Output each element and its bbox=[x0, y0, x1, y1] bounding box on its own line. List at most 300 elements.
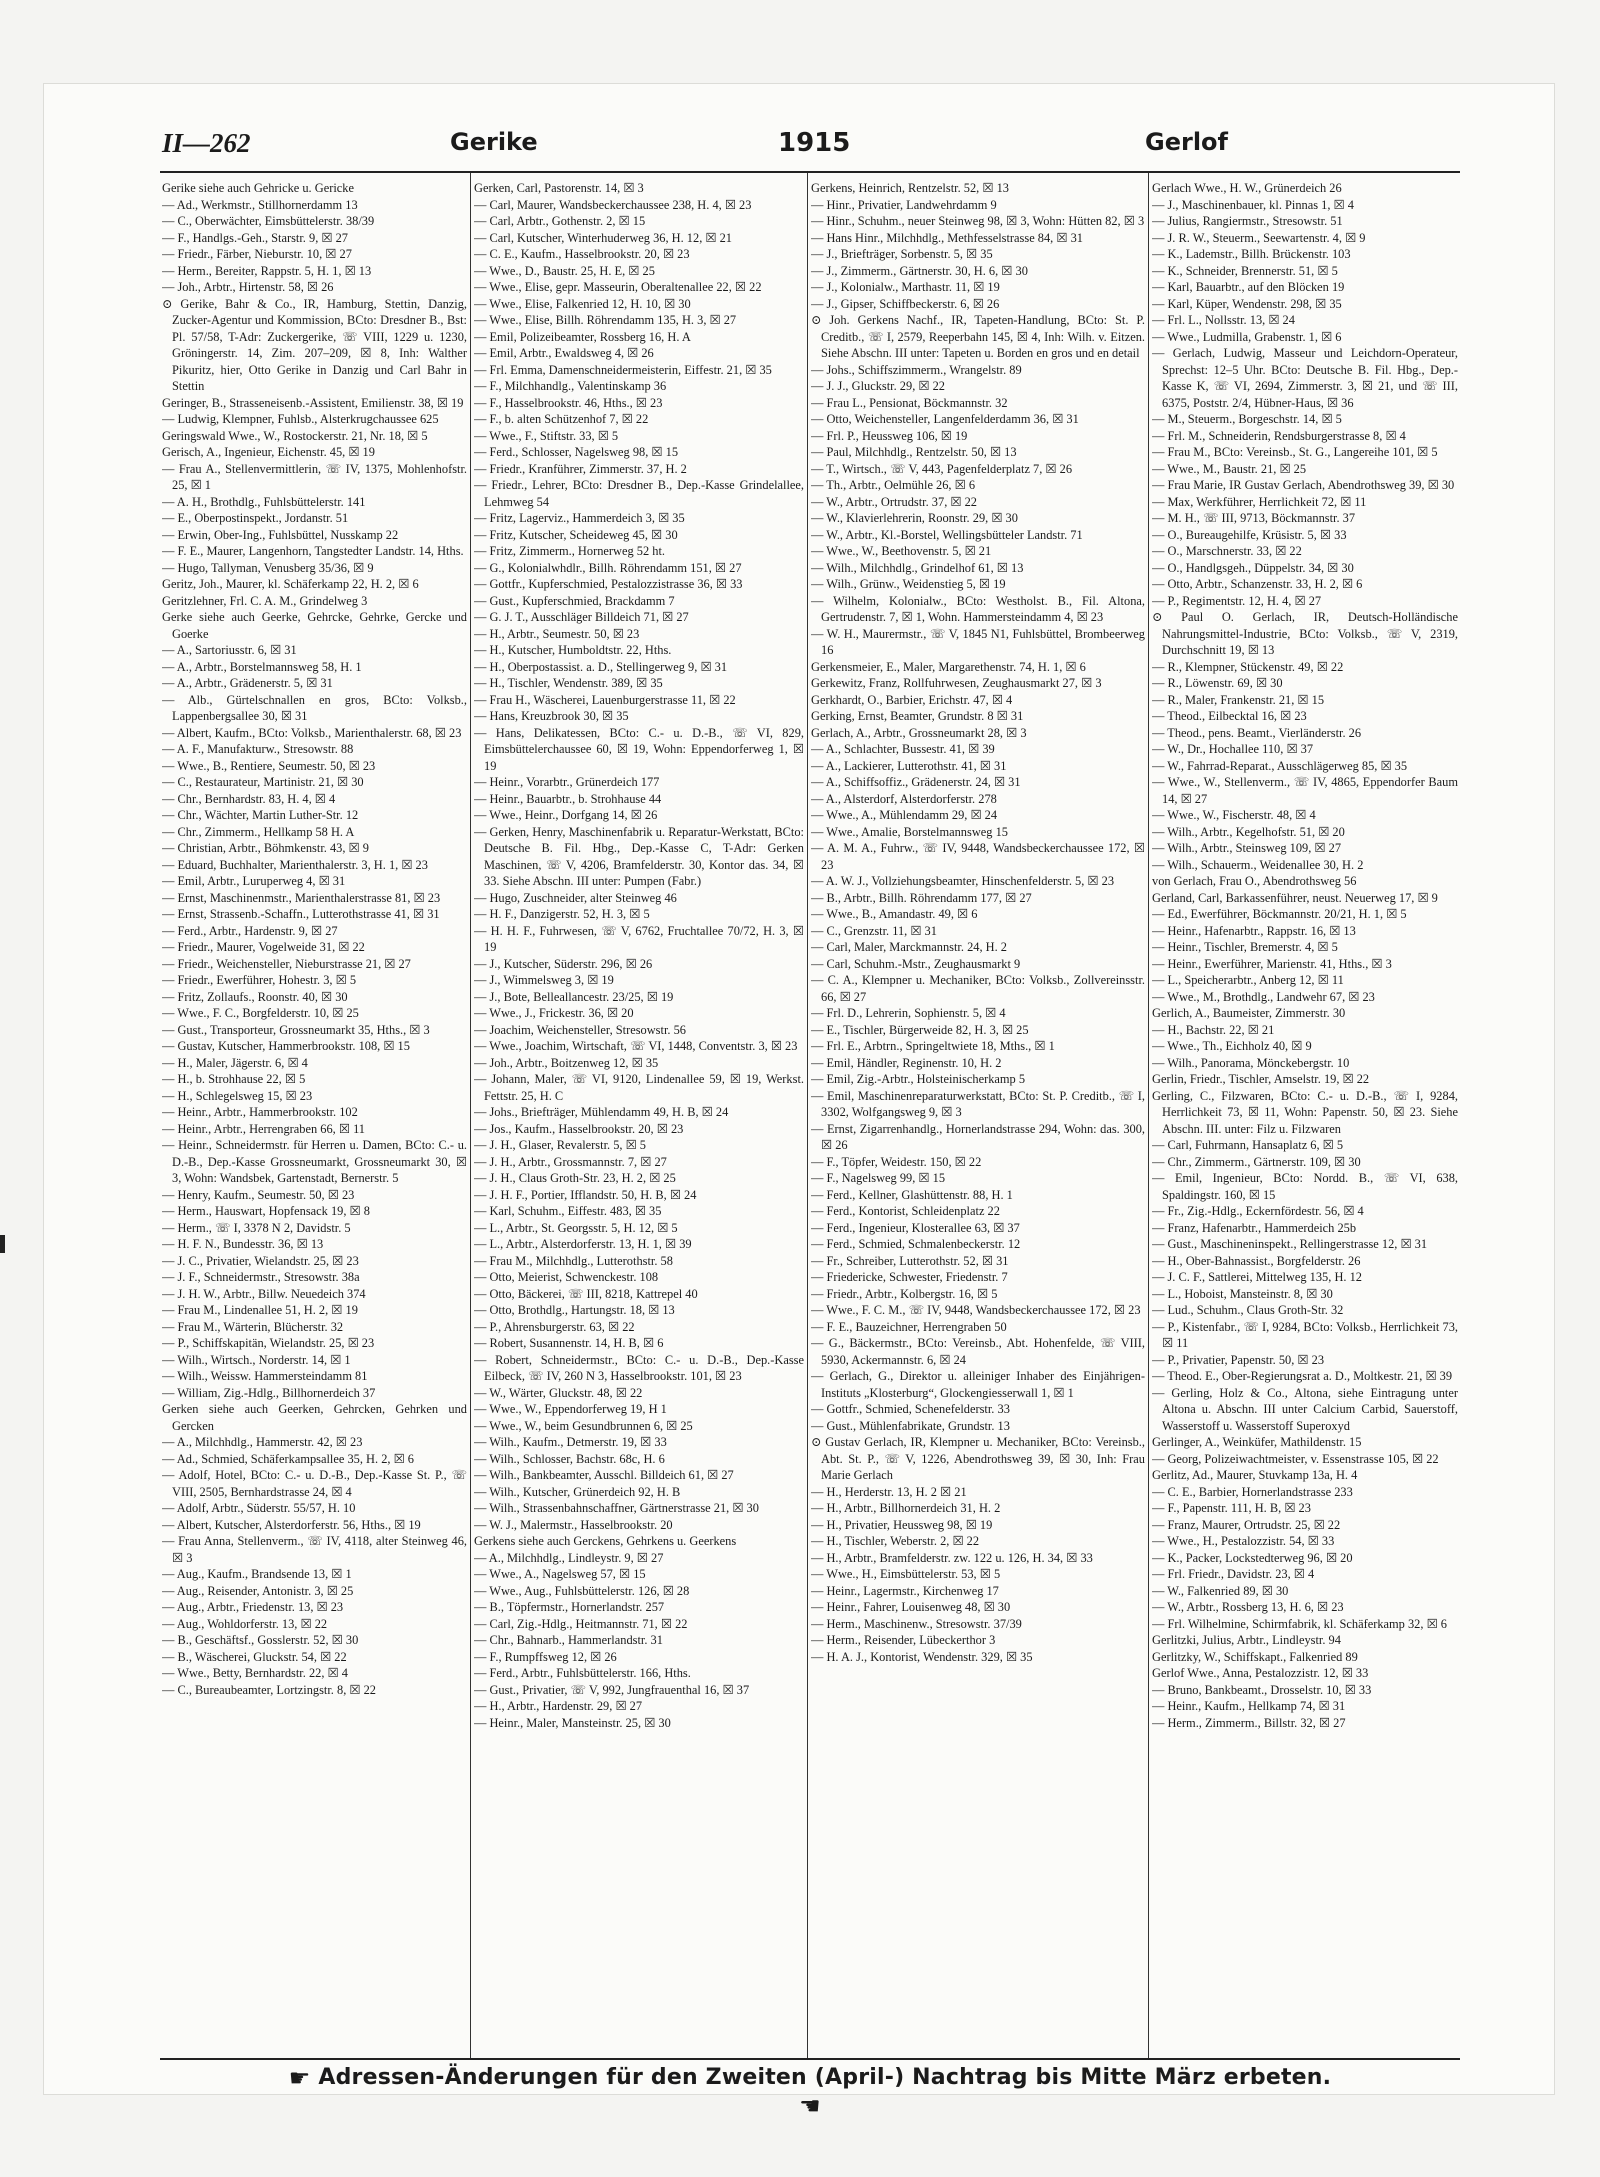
directory-entry: — Hinr., Schuhm., neuer Steinweg 98, ☒ 3, Wohn: Hütten 82, ☒ 3 bbox=[811, 214, 1145, 228]
directory-entry: — Herm., Reisender, Lübeckerthor 3 bbox=[811, 1633, 996, 1647]
directory-entry: — Theod. E., Ober-Regierungsrat a. D., Moltkestr. 21, ☒ 39 bbox=[1152, 1369, 1453, 1383]
directory-entry: — Wwe., M., Baustr. 21, ☒ 25 bbox=[1152, 461, 1307, 476]
directory-entry: — Gust., Transporteur, Grossneumarkt 35, Hths., ☒ 3 bbox=[162, 1022, 430, 1037]
directory-entry: — Heinr., Vorarbtr., Grünerdeich 177 bbox=[474, 775, 660, 789]
directory-entry: — Frau M., BCto: Vereinsb., St. G., Langereihe 101, ☒ 5 bbox=[1152, 445, 1438, 459]
directory-entry: — O., Marschnerstr. 33, ☒ 22 bbox=[1152, 544, 1302, 558]
directory-entry: — Ad., Schmied, Schäferkampsallee 35, H. 2, ☒ 6 bbox=[162, 1451, 414, 1466]
directory-entry: — A., Milchhdlg., Hammerstr. 42, ☒ 23 bbox=[162, 1435, 363, 1449]
directory-entry: — Frl. M., Schneiderin, Rendsburgerstrasse 8, ☒ 4 bbox=[1152, 428, 1406, 443]
directory-entry: — Wwe., F. C., Borgfelderstr. 10, ☒ 25 bbox=[162, 1006, 359, 1020]
directory-entry: — Herm., Hauswart, Hopfensack 19, ☒ 8 bbox=[162, 1204, 370, 1218]
directory-entry: — Heinr., Tischler, Bremerstr. 4, ☒ 5 bbox=[1152, 940, 1338, 954]
column-divider bbox=[807, 173, 808, 2058]
directory-column-2 bbox=[474, 180, 804, 2050]
directory-entry: — B., Arbtr., Billh. Röhrendamm 177, ☒ 27 bbox=[811, 890, 1032, 905]
directory-entry: — Ernst, Strassenb.-Schaffn., Lutterothstrasse 41, ☒ 31 bbox=[162, 907, 440, 921]
directory-entry: — A. M. A., Fuhrw., ☏ IV, 9448, Wandsbeckerchaussee 172, ☒ 23 bbox=[811, 841, 1145, 872]
directory-entry: — Chr., Zimmerm., Gärtnerstr. 109, ☒ 30 bbox=[1152, 1154, 1361, 1169]
directory-entry: — B., Töpfermstr., Hornerlandstr. 257 bbox=[474, 1600, 665, 1614]
directory-entry: — F., Hasselbrookstr. 46, Hths., ☒ 23 bbox=[474, 395, 663, 410]
directory-entry: Gerken siehe auch Geerken, Gehrcken, Gehrken und Gercken bbox=[162, 1402, 467, 1433]
directory-entry: — Hinr., Privatier, Landwehrdamm 9 bbox=[811, 197, 997, 212]
directory-entry: von Gerlach, Frau O., Abendrothsweg 56 bbox=[1152, 874, 1357, 888]
directory-entry: — Fr., Zig.-Hdlg., Eckernfördestr. 56, ☒ 4 bbox=[1152, 1204, 1364, 1218]
directory-entry: — J., Gipser, Schiffbeckerstr. 6, ☒ 26 bbox=[811, 296, 1000, 311]
directory-entry: — Emil, Ingenieur, BCto: Nordd. B., ☏ VI, 638, Spaldingstr. 160, ☒ 15 bbox=[1152, 1171, 1458, 1202]
directory-entry: — W., Klavierlehrerin, Roonstr. 29, ☒ 30 bbox=[811, 511, 1018, 525]
directory-entry: — Otto, Brothdlg., Hartungstr. 18, ☒ 13 bbox=[474, 1303, 675, 1317]
directory-entry: — J. C. F., Sattlerei, Mittelweg 135, H. 12 bbox=[1152, 1270, 1362, 1284]
directory-entry: — Erwin, Ober-Ing., Fuhlsbüttel, Nusskamp 22 bbox=[162, 527, 399, 542]
year-label: 1915 bbox=[778, 128, 851, 158]
directory-entry: — E., Tischler, Bürgerweide 82, H. 3, ☒ 25 bbox=[811, 1022, 1029, 1037]
directory-entry: — Heinr., Kaufm., Hellkamp 74, ☒ 31 bbox=[1152, 1699, 1346, 1713]
directory-entry: — A., Sartoriusstr. 6, ☒ 31 bbox=[162, 643, 297, 657]
directory-entry: — J. H., Claus Groth-Str. 23, H. 2, ☒ 25 bbox=[474, 1171, 676, 1185]
directory-entry: — J., Kolonialw., Marthastr. 11, ☒ 19 bbox=[811, 280, 1000, 294]
directory-entry: — Aug., Reisender, Antonistr. 3, ☒ 25 bbox=[162, 1583, 354, 1598]
directory-entry: Gerking, Ernst, Beamter, Grundstr. 8 ☒ 31 bbox=[811, 709, 1024, 723]
directory-entry: — Carl, Arbtr., Gothenstr. 2, ☒ 15 bbox=[474, 214, 646, 228]
directory-entry: — Carl, Kutscher, Winterhuderweg 36, H. 12, ☒ 21 bbox=[474, 230, 732, 245]
directory-entry: — Friedr., Weichensteller, Nieburstrasse 21, ☒ 27 bbox=[162, 956, 411, 971]
directory-entry: — F., Milchhandlg., Valentinskamp 36 bbox=[474, 379, 667, 393]
directory-entry: — Carl, Maler, Marckmannstr. 24, H. 2 bbox=[811, 940, 1007, 954]
directory-entry: — G., Bäckermstr., BCto: Vereinsb., Abt. Hohenfelde, ☏ VIII, 5930, Ackermannstr. 6, ☒ 24 bbox=[811, 1336, 1145, 1367]
directory-entry: — Frl. Emma, Damenschneidermeisterin, Eiffestr. 21, ☒ 35 bbox=[474, 362, 772, 377]
directory-entry: — Heinr., Hafenarbtr., Rappstr. 16, ☒ 13 bbox=[1152, 923, 1356, 938]
directory-entry: — Heinr., Lagermstr., Kirchenweg 17 bbox=[811, 1583, 999, 1598]
directory-entry: — Wwe., Elise, Falkenried 12, H. 10, ☒ 30 bbox=[474, 296, 691, 311]
directory-entry: — Heinr., Bauarbtr., b. Strohhause 44 bbox=[474, 791, 662, 806]
directory-entry: — William, Zig.-Hdlg., Billhornerdeich 37 bbox=[162, 1385, 376, 1400]
directory-entry: — Hans Hinr., Milchhdlg., Methfesselstrasse 84, ☒ 31 bbox=[811, 230, 1083, 245]
directory-entry: — W., Dr., Hochallee 110, ☒ 37 bbox=[1152, 742, 1314, 756]
directory-entry: Geritz, Joh., Maurer, kl. Schäferkamp 22, H. 2, ☒ 6 bbox=[162, 577, 419, 591]
directory-entry: — Aug., Arbtr., Friedenstr. 13, ☒ 23 bbox=[162, 1600, 344, 1614]
directory-entry: — Herm., Bereiter, Rappstr. 5, H. 1, ☒ 13 bbox=[162, 263, 372, 278]
directory-entry: — H., Tischler, Weberstr. 2, ☒ 22 bbox=[811, 1534, 980, 1548]
directory-entry: — Albert, Kaufm., BCto: Volksb., Marienthalerstr. 68, ☒ 23 bbox=[162, 725, 462, 740]
directory-entry: — Lud., Schuhm., Claus Groth-Str. 32 bbox=[1152, 1303, 1344, 1317]
directory-entry: — Wilh., Arbtr., Kegelhofstr. 51, ☒ 20 bbox=[1152, 824, 1345, 839]
directory-entry: Gerlitzky, W., Schiffskapt., Falkenried 89 bbox=[1152, 1649, 1358, 1664]
directory-entry: Gerlinger, A., Weinküfer, Mathildenstr. 15 bbox=[1152, 1435, 1362, 1449]
directory-entry: — W., Falkenried 89, ☒ 30 bbox=[1152, 1583, 1289, 1598]
directory-entry: — Hugo, Tallyman, Venusberg 35/36, ☒ 9 bbox=[162, 560, 374, 575]
pointing-hand-left-icon: ☚ bbox=[799, 2092, 821, 2120]
directory-entry: — Gottfr., Kupferschmied, Pestalozzistrasse 36, ☒ 33 bbox=[474, 577, 743, 591]
directory-entry: — K., Schneider, Brennerstr. 51, ☒ 5 bbox=[1152, 263, 1338, 278]
directory-entry: — H., Arbtr., Seumestr. 50, ☒ 23 bbox=[474, 626, 640, 641]
directory-entry: — Frl. L., Nollsstr. 13, ☒ 24 bbox=[1152, 313, 1295, 327]
directory-entry: — H., Kutscher, Humboldtstr. 22, Hths. bbox=[474, 643, 672, 657]
directory-entry: — J. H., Arbtr., Grossmannstr. 7, ☒ 27 bbox=[474, 1154, 667, 1169]
directory-entry: Gerlich, A., Baumeister, Zimmerstr. 30 bbox=[1152, 1006, 1346, 1020]
directory-entry: — H. F., Danzigerstr. 52, H. 3, ☒ 5 bbox=[474, 907, 650, 921]
directory-entry: Gerkens siehe auch Gerckens, Gehrkens u. Geerkens bbox=[474, 1534, 737, 1548]
directory-entry: — Frl. Wilhelmine, Schirmfabrik, kl. Schäferkamp 32, ☒ 6 bbox=[1152, 1616, 1447, 1631]
directory-entry: — J. H. W., Arbtr., Billw. Neuedeich 374 bbox=[162, 1286, 366, 1301]
directory-entry: — Hans, Kreuzbrook 30, ☒ 35 bbox=[474, 709, 629, 723]
directory-entry: — Herm., ☏ I, 3378 N 2, Davidstr. 5 bbox=[162, 1220, 351, 1235]
directory-entry: — Frau M., Wärterin, Blücherstr. 32 bbox=[162, 1319, 344, 1334]
directory-entry: — A., Milchhdlg., Lindleystr. 9, ☒ 27 bbox=[474, 1550, 664, 1565]
directory-entry: — Frau Marie, IR Gustav Gerlach, Abendrothsweg 39, ☒ 30 bbox=[1152, 478, 1455, 492]
directory-entry: — Fritz, Lagerviz., Hammerdeich 3, ☒ 35 bbox=[474, 511, 685, 525]
directory-entry: — H., b. Strohhause 22, ☒ 5 bbox=[162, 1072, 306, 1086]
header-rule bbox=[160, 171, 1460, 173]
directory-entry: — Gust., Maschineninspekt., Rellingerstrasse 12, ☒ 31 bbox=[1152, 1237, 1428, 1251]
directory-entry: — T., Wirtsch., ☏ V, 443, Pagenfelderplatz 7, ☒ 26 bbox=[811, 461, 1073, 476]
directory-entry: — A., Alsterdorf, Alsterdorferstr. 278 bbox=[811, 791, 997, 806]
directory-entry: — B., Wäscherei, Gluckstr. 54, ☒ 22 bbox=[162, 1649, 347, 1664]
directory-entry: — H., Herderstr. 13, H. 2 ☒ 21 bbox=[811, 1484, 967, 1499]
directory-entry: — Wilhelm, Kolonialw., BCto: Westholst. B., Fil. Altona, Gertrudenstr. 7, ☒ 1, Wohn. Hammersteindamm 4, ☒ 23 bbox=[811, 593, 1145, 624]
directory-entry: — Wwe., H., Pestalozzistr. 54, ☒ 33 bbox=[1152, 1534, 1335, 1548]
directory-entry: — Jos., Kaufm., Hasselbrookstr. 20, ☒ 23 bbox=[474, 1121, 684, 1136]
directory-entry: — H., Ober-Bahnassist., Borgfelderstr. 26 bbox=[1152, 1253, 1361, 1268]
directory-entry: — Ferd., Schlosser, Nagelsweg 98, ☒ 15 bbox=[474, 445, 679, 459]
directory-entry: — Herm., Zimmerm., Billstr. 32, ☒ 27 bbox=[1152, 1715, 1346, 1730]
directory-entry: — F. E., Bauzeichner, Herrengraben 50 bbox=[811, 1319, 1007, 1334]
directory-entry: — H., Bachstr. 22, ☒ 21 bbox=[1152, 1022, 1275, 1037]
directory-entry: — Fritz, Kutscher, Scheideweg 45, ☒ 30 bbox=[474, 527, 678, 542]
page-number: II—262 bbox=[162, 128, 251, 158]
directory-entry: — Ferd., Kontorist, Schleidenplatz 22 bbox=[811, 1204, 1000, 1218]
directory-entry: — C., Restaurateur, Martinistr. 21, ☒ 30 bbox=[162, 775, 364, 789]
directory-entry: — Emil, Arbtr., Ewaldsweg 4, ☒ 26 bbox=[474, 346, 654, 360]
directory-entry: Gerling, C., Filzwaren, BCto: C.- u. D.-B., ☏ I, 9284, Herrlichkeit 73, ☒ 11, Wohn: Papenstr. 50, ☒ 23. Siehe Abschn. III. unter: Filz u. Filzwaren bbox=[1152, 1088, 1458, 1136]
directory-entry: — Fritz, Zimmerm., Hornerweg 52 ht. bbox=[474, 544, 665, 558]
directory-entry: — Otto, Bäckerei, ☏ III, 8218, Kattrepel 40 bbox=[474, 1286, 698, 1301]
directory-entry: — A., Lackierer, Lutterothstr. 41, ☒ 31 bbox=[811, 758, 1007, 773]
directory-entry: — Ferd., Kellner, Glashüttenstr. 88, H. 1 bbox=[811, 1187, 1013, 1202]
directory-entry: — Wwe., Elise, Billh. Röhrendamm 135, H. 3, ☒ 27 bbox=[474, 313, 737, 327]
directory-entry: — Henry, Kaufm., Seumestr. 50, ☒ 23 bbox=[162, 1187, 355, 1202]
directory-entry: — Friedr., Kranführer, Zimmerstr. 37, H. 2 bbox=[474, 461, 687, 476]
directory-entry: — F., Töpfer, Weidestr. 150, ☒ 22 bbox=[811, 1154, 982, 1169]
directory-entry: — Wwe., J., Frickestr. 36, ☒ 20 bbox=[474, 1006, 634, 1020]
directory-entry: ⊙ Paul O. Gerlach, IR, Deutsch-Holländische Nahrungsmittel-Industrie, BCto: Volksb., ☏ V, 2319, Durchschnitt 19, ☒ 13 bbox=[1152, 610, 1458, 657]
directory-entry: — G. J. T., Ausschläger Billdeich 71, ☒ 27 bbox=[474, 610, 689, 624]
directory-entry: — Gerling, Holz & Co., Altona, siehe Eintragung unter Altona u. Abschn. III unter Calcium Carbid, Sauerstoff, Wasserstoff u. Wasserstoff Superoxyd bbox=[1152, 1385, 1458, 1433]
directory-entry: — Ernst, Maschinenmstr., Marienthalerstrasse 81, ☒ 23 bbox=[162, 890, 441, 905]
directory-entry: Gerkens, Heinrich, Rentzelstr. 52, ☒ 13 bbox=[811, 181, 1009, 195]
directory-entry: — Carl, Schuhm.-Mstr., Zeughausmarkt 9 bbox=[811, 956, 1021, 971]
directory-entry: — Chr., Bernhardstr. 83, H. 4, ☒ 4 bbox=[162, 791, 336, 806]
directory-entry: — Emil, Arbtr., Luruperweg 4, ☒ 31 bbox=[162, 874, 346, 888]
directory-entry: — C., Bureaubeamter, Lortzingstr. 8, ☒ 22 bbox=[162, 1682, 376, 1697]
directory-entry: — Frau M., Lindenallee 51, H. 2, ☒ 19 bbox=[162, 1303, 358, 1317]
directory-entry: — Wilh., Weissw. Hammersteindamm 81 bbox=[162, 1369, 368, 1383]
directory-entry: — G., Kolonialwhdlr., Billh. Röhrendamm 151, ☒ 27 bbox=[474, 560, 742, 575]
directory-entry: — Gerlach, Ludwig, Masseur und Leichdorn-Operateur, Sprechst: 12–5 Uhr. BCto: Deutsche B. Fil. Hbg., Dep.-Kasse K, ☏ VI, 2694, Zimmerstr. 3, ☒ 21, und ☏ III, 6375, Poststr. 2/4, Hübner-Haus, ☒ 36 bbox=[1152, 346, 1458, 410]
directory-entry: Gerken, Carl, Pastorenstr. 14, ☒ 3 bbox=[474, 181, 644, 195]
directory-entry: — Julius, Rangiermstr., Stresowstr. 51 bbox=[1152, 214, 1343, 228]
directory-entry: — H. F. N., Bundesstr. 36, ☒ 13 bbox=[162, 1237, 324, 1251]
directory-entry: — Wwe., Ludmilla, Grabenstr. 1, ☒ 6 bbox=[1152, 329, 1342, 344]
directory-entry: — Wwe., Betty, Bernhardstr. 22, ☒ 4 bbox=[162, 1666, 348, 1680]
directory-entry: — Friedr., Lehrer, BCto: Dresdner B., Dep.-Kasse Grindelallee, Lehmweg 54 bbox=[474, 478, 804, 509]
directory-entry: — Wilh., Kutscher, Grünerdeich 92, H. B bbox=[474, 1484, 681, 1499]
directory-entry: — Wilh., Kaufm., Detmerstr. 19, ☒ 33 bbox=[474, 1435, 667, 1449]
directory-entry: — Ferd., Ingenieur, Klosterallee 63, ☒ 37 bbox=[811, 1220, 1020, 1235]
directory-entry: — Wilh., Grünw., Weidenstieg 5, ☒ 19 bbox=[811, 577, 1006, 591]
directory-entry: — Christian, Arbtr., Böhmkenstr. 43, ☒ 9 bbox=[162, 841, 369, 855]
directory-entry: — Ferd., Arbtr., Fuhlsbüttelerstr. 166, Hths. bbox=[474, 1666, 691, 1680]
directory-entry: — Wwe., Amalie, Borstelmannsweg 15 bbox=[811, 824, 1008, 839]
directory-entry: — J., Wimmelsweg 3, ☒ 19 bbox=[474, 973, 614, 987]
directory-entry: Gerkensmeier, E., Maler, Margarethenstr. 74, H. 1, ☒ 6 bbox=[811, 659, 1086, 674]
directory-entry: — Gottfr., Schmied, Schenefelderstr. 33 bbox=[811, 1402, 1010, 1416]
directory-entry: — Alb., Gürtelschnallen en gros, BCto: Volksb., Lappenbergsallee 30, ☒ 31 bbox=[162, 692, 467, 723]
directory-entry: — R., Löwenstr. 69, ☒ 30 bbox=[1152, 676, 1283, 690]
directory-entry: Gerlof Wwe., Anna, Pestalozzistr. 12, ☒ 33 bbox=[1152, 1666, 1369, 1680]
directory-entry: — Max, Werkführer, Herrlichkeit 72, ☒ 11 bbox=[1152, 494, 1367, 509]
directory-entry: — Frau A., Stellenvermittlerin, ☏ IV, 1375, Mohlenhofstr. 25, ☒ 1 bbox=[162, 461, 467, 492]
directory-entry: — Heinr., Arbtr., Hammerbrookstr. 102 bbox=[162, 1105, 358, 1119]
directory-entry: — C., Oberwächter, Eimsbüttelerstr. 38/39 bbox=[162, 214, 375, 228]
directory-entry: — Wwe., B., Amandastr. 49, ☒ 6 bbox=[811, 907, 978, 921]
directory-entry: — R., Klempner, Stückenstr. 49, ☒ 22 bbox=[1152, 659, 1344, 674]
directory-entry: — K., Lademstr., Billh. Brückenstr. 103 bbox=[1152, 247, 1351, 261]
directory-entry: Geritzlehner, Frl. C. A. M., Grindelweg 3 bbox=[162, 593, 368, 608]
directory-entry: — Joachim, Weichensteller, Stresowstr. 56 bbox=[474, 1022, 686, 1037]
directory-entry: — J., Maschinenbauer, kl. Pinnas 1, ☒ 4 bbox=[1152, 197, 1354, 212]
directory-entry: — Frau H., Wäscherei, Lauenburgerstrasse 11, ☒ 22 bbox=[474, 692, 736, 707]
footer-notice bbox=[280, 2064, 1340, 2120]
directory-entry: — Heinr., Maler, Mansteinstr. 25, ☒ 30 bbox=[474, 1715, 671, 1730]
directory-entry: — Heinr., Ewerführer, Marienstr. 41, Hths., ☒ 3 bbox=[1152, 956, 1392, 971]
directory-entry: — P., Kistenfabr., ☏ I, 9284, BCto: Volksb., Herrlichkeit 73, ☒ 11 bbox=[1152, 1319, 1458, 1350]
directory-entry: — L., Hoboist, Mansteinstr. 8, ☒ 30 bbox=[1152, 1286, 1333, 1301]
directory-entry: — Johann, Maler, ☏ VI, 9120, Lindenallee 59, ☒ 19, Werkst. Fettstr. 25, H. C bbox=[474, 1072, 804, 1103]
column-divider bbox=[1148, 173, 1149, 2058]
directory-entry: — W., Arbtr., Ortrudstr. 37, ☒ 22 bbox=[811, 494, 977, 509]
directory-entry: — Karl, Schuhm., Eiffestr. 483, ☒ 35 bbox=[474, 1204, 662, 1218]
directory-entry: — H., Arbtr., Billhornerdeich 31, H. 2 bbox=[811, 1501, 1001, 1515]
directory-entry: — Frau Anna, Stellenverm., ☏ IV, 4118, alter Steinweg 46, ☒ 3 bbox=[162, 1534, 467, 1565]
directory-entry: — Frau M., Milchhdlg., Lutterothstr. 58 bbox=[474, 1253, 673, 1268]
directory-entry: — H. H. F., Fuhrwesen, ☏ V, 6762, Fruchtallee 70/72, H. 3, ☒ 19 bbox=[474, 923, 804, 954]
directory-entry: — Friedericke, Schwester, Friedenstr. 7 bbox=[811, 1270, 1008, 1284]
directory-entry: — K., Packer, Lockstedterweg 96, ☒ 20 bbox=[1152, 1550, 1353, 1565]
directory-entry: — Frl. P., Heussweg 106, ☒ 19 bbox=[811, 428, 968, 443]
directory-entry: — Johs., Briefträger, Mühlendamm 49, H. B, ☒ 24 bbox=[474, 1105, 729, 1119]
page-header bbox=[110, 128, 1490, 168]
directory-entry: — Carl, Fuhrmann, Hansaplatz 6, ☒ 5 bbox=[1152, 1138, 1344, 1152]
directory-entry: Gerlin, Friedr., Tischler, Amselstr. 19, ☒ 22 bbox=[1152, 1072, 1370, 1086]
footer-text: Adressen-Änderungen für den Zweiten (April-) Nachtrag bis Mitte März erbeten. bbox=[318, 2065, 1332, 2090]
directory-entry: ⊙ Gustav Gerlach, IR, Klempner u. Mechaniker, BCto: Vereinsb., Abt. St. P., ☏ V, 1226, Abendrothsweg 39, ☒ 30, Inh: Frau Marie Gerlach bbox=[811, 1435, 1145, 1482]
directory-entry: — Wwe., W., Fischerstr. 48, ☒ 4 bbox=[1152, 808, 1316, 822]
directory-entry: — Wwe., B., Rentiere, Seumestr. 50, ☒ 23 bbox=[162, 758, 376, 773]
directory-entry: — Wwe., Heinr., Dorfgang 14, ☒ 26 bbox=[474, 808, 658, 822]
directory-entry: — Franz, Hafenarbtr., Hammerdeich 25b bbox=[1152, 1220, 1357, 1235]
directory-entry: — P., Privatier, Papenstr. 50, ☒ 23 bbox=[1152, 1352, 1325, 1367]
directory-entry: — Eduard, Buchhalter, Marienthalerstr. 3, H. 1, ☒ 23 bbox=[162, 857, 428, 872]
directory-entry: — H., Privatier, Heussweg 98, ☒ 19 bbox=[811, 1517, 993, 1532]
directory-entry: — Georg, Polizeiwachtmeister, v. Essenstrasse 105, ☒ 22 bbox=[1152, 1451, 1439, 1466]
directory-entry: — H., Schlegelsweg 15, ☒ 23 bbox=[162, 1088, 313, 1103]
directory-entry: — Heinr., Arbtr., Herrengraben 66, ☒ 11 bbox=[162, 1121, 365, 1136]
directory-entry: — Heinr., Schneidermstr. für Herren u. Damen, BCto: C.- u. D.-B., Dep.-Kasse Grossneumarkt, Grossneumarkt 30, ☒ 3, Wohn: Wandsbek, Gartenstadt, Bernerstr. 5 bbox=[162, 1138, 467, 1185]
directory-entry: Gerkewitz, Franz, Rollfuhrwesen, Zeughausmarkt 27, ☒ 3 bbox=[811, 676, 1102, 690]
directory-entry: Gerkhardt, O., Barbier, Erichstr. 47, ☒ 4 bbox=[811, 692, 1013, 707]
directory-entry: — Frl. D., Lehrerin, Sophienstr. 5, ☒ 4 bbox=[811, 1006, 1006, 1020]
directory-entry: — Friedr., Färber, Nieburstr. 10, ☒ 27 bbox=[162, 247, 352, 261]
directory-entry: — Wwe., Joachim, Wirtschaft, ☏ VI, 1448, Conventstr. 3, ☒ 23 bbox=[474, 1039, 798, 1053]
directory-entry: — P., Regimentstr. 12, H. 4, ☒ 27 bbox=[1152, 593, 1322, 608]
directory-entry: — Friedr., Maurer, Vogelweide 31, ☒ 22 bbox=[162, 940, 365, 954]
directory-entry: — Bruno, Bankbeamt., Drosselstr. 10, ☒ 33 bbox=[1152, 1682, 1372, 1697]
directory-entry: — Emil, Händler, Reginenstr. 10, H. 2 bbox=[811, 1055, 1002, 1070]
directory-entry: Gerlach Wwe., H. W., Grünerdeich 26 bbox=[1152, 181, 1342, 195]
directory-entry: — F., Rumpffsweg 12, ☒ 26 bbox=[474, 1649, 617, 1664]
directory-entry: — J. J., Gluckstr. 29, ☒ 22 bbox=[811, 379, 945, 393]
directory-entry: — H., Maler, Jägerstr. 6, ☒ 4 bbox=[162, 1055, 308, 1070]
directory-entry: — Wwe., W., Beethovenstr. 5, ☒ 21 bbox=[811, 544, 992, 558]
column-divider bbox=[470, 173, 471, 2058]
directory-entry: — Frl. E., Arbtrn., Springeltwiete 18, Mths., ☒ 1 bbox=[811, 1039, 1055, 1053]
directory-entry: — L., Speicherarbtr., Anberg 12, ☒ 11 bbox=[1152, 973, 1344, 987]
directory-entry: — Wwe., Th., Eichholz 40, ☒ 9 bbox=[1152, 1039, 1312, 1053]
directory-entry: — F. E., Maurer, Langenhorn, Tangstedter Landstr. 14, Hths. bbox=[162, 544, 464, 558]
directory-entry: — Wwe., W., beim Gesundbrunnen 6, ☒ 25 bbox=[474, 1418, 693, 1433]
directory-column-4 bbox=[1152, 180, 1458, 2050]
directory-entry: — Wwe., A., Mühlendamm 29, ☒ 24 bbox=[811, 808, 998, 822]
directory-entry: — Wilh., Wirtsch., Norderstr. 14, ☒ 1 bbox=[162, 1352, 351, 1367]
directory-entry: — L., Arbtr., St. Georgsstr. 5, H. 12, ☒ 5 bbox=[474, 1220, 678, 1235]
directory-entry: — H., Arbtr., Hardenstr. 29, ☒ 27 bbox=[474, 1699, 643, 1713]
directory-entry: — B., Geschäftsf., Gosslerstr. 52, ☒ 30 bbox=[162, 1633, 359, 1647]
directory-entry: — Franz, Maurer, Ortrudstr. 25, ☒ 22 bbox=[1152, 1517, 1341, 1532]
directory-entry: — W., Arbtr., Rossberg 13, H. 6, ☒ 23 bbox=[1152, 1600, 1344, 1614]
directory-entry: — Gustav, Kutscher, Hammerbrookstr. 108, ☒ 15 bbox=[162, 1039, 410, 1053]
footer-rule bbox=[160, 2058, 1460, 2060]
directory-entry: Geringswald Wwe., W., Rostockerstr. 21, Nr. 18, ☒ 5 bbox=[162, 428, 428, 443]
directory-entry: — Gust., Kupferschmied, Brackdamm 7 bbox=[474, 593, 675, 608]
directory-entry: — Chr., Wächter, Martin Luther-Str. 12 bbox=[162, 808, 359, 822]
directory-entry: — Adolf, Hotel, BCto: C.- u. D.-B., Dep.-Kasse St. P., ☏ VIII, 2505, Bernhardstrasse 24, ☒ 4 bbox=[162, 1468, 467, 1499]
directory-entry: — Wilh., Strassenbahnschaffner, Gärtnerstrasse 21, ☒ 30 bbox=[474, 1501, 759, 1515]
directory-column-3 bbox=[811, 180, 1145, 2050]
directory-entry: — Hans, Delikatessen, BCto: C.- u. D.-B., ☏ VI, 829, Eimsbüttelerchaussee 60, ☒ 19, Wohn: Eppendorferweg 1, ☒ 19 bbox=[474, 725, 804, 773]
directory-entry: — J. H. F., Portier, Ifflandstr. 50, H. B, ☒ 24 bbox=[474, 1187, 697, 1202]
directory-entry: — Otto, Meierist, Schwenckestr. 108 bbox=[474, 1270, 659, 1284]
directory-entry: — Heinr., Fahrer, Louisenweg 48, ☒ 30 bbox=[811, 1600, 1011, 1614]
directory-entry: — Herm., Maschinenw., Stresowstr. 37/39 bbox=[811, 1616, 1022, 1631]
directory-entry: — J., Bote, Belleallancestr. 23/25, ☒ 19 bbox=[474, 989, 674, 1004]
directory-entry: — Frau L., Pensionat, Böckmannstr. 32 bbox=[811, 395, 1008, 410]
last-entry-word: Gerlof bbox=[1145, 128, 1228, 156]
directory-entry: — A. F., Manufakturw., Stresowstr. 88 bbox=[162, 742, 354, 756]
directory-entry: — Gust., Privatier, ☏ V, 992, Jungfrauenthal 16, ☒ 37 bbox=[474, 1682, 750, 1697]
directory-entry: — F., b. alten Schützenhof 7, ☒ 22 bbox=[474, 412, 649, 426]
directory-entry: Gerlitz, Ad., Maurer, Stuvkamp 13a, H. 4 bbox=[1152, 1468, 1358, 1482]
directory-entry: — M. H., ☏ III, 9713, Böckmannstr. 37 bbox=[1152, 511, 1356, 525]
directory-entry: — M., Steuerm., Borgeschstr. 14, ☒ 5 bbox=[1152, 412, 1342, 426]
directory-column-1 bbox=[162, 180, 467, 2050]
directory-entry: — Emil, Maschinenreparaturwerkstatt, BCto: St. P. Creditb., ☏ I, 3302, Wolfgangsweg 9, ☒ 3 bbox=[811, 1088, 1145, 1119]
directory-entry: — F., Handlgs.-Geh., Starstr. 9, ☒ 27 bbox=[162, 230, 348, 245]
directory-entry: — R., Maler, Frankenstr. 21, ☒ 15 bbox=[1152, 692, 1325, 707]
directory-entry: — Karl, Bauarbtr., auf den Blöcken 19 bbox=[1152, 280, 1345, 294]
directory-entry: — Emil, Zig.-Arbtr., Holsteinischerkamp 5 bbox=[811, 1072, 1026, 1086]
directory-entry: — Johs., Schiffszimmerm., Wrangelstr. 89 bbox=[811, 362, 1022, 377]
directory-entry: ⊙ Gerike, Bahr & Co., IR, Hamburg, Stettin, Danzig, Zucker-Agentur und Kommission, BCto: Dresdner B., Bst: Pl. 57/58, T-Adr: Zuckergerike, ☏ VIII, 1229 u. 1230, Gröningerstr. 14, Zim. 207–209, ☒ 8, Inh: Walther Pikuritz, hier, Otto Gerike in Danzig und Carl Bahr in Stettin bbox=[162, 296, 467, 393]
directory-entry: — Gust., Mühlenfabrikate, Grundstr. 13 bbox=[811, 1418, 1010, 1433]
directory-entry: — Ferd., Schmied, Schmalenbeckerstr. 12 bbox=[811, 1237, 1021, 1251]
directory-entry: — Wwe., D., Baustr. 25, H. E, ☒ 25 bbox=[474, 263, 655, 278]
directory-entry: — F., Papenstr. 111, H. B, ☒ 23 bbox=[1152, 1501, 1311, 1515]
directory-entry: — H., Arbtr., Bramfelderstr. zw. 122 u. 126, H. 34, ☒ 33 bbox=[811, 1550, 1093, 1565]
directory-entry: — Wwe., Elise, gepr. Masseurin, Oberaltenallee 22, ☒ 22 bbox=[474, 280, 762, 294]
directory-entry: — Friedr., Arbtr., Kolbergstr. 16, ☒ 5 bbox=[811, 1286, 998, 1301]
scan-edge-mark bbox=[0, 1235, 5, 1253]
directory-entry: — C. A., Klempner u. Mechaniker, BCto: Volksb., Zollvereinsstr. 66, ☒ 27 bbox=[811, 973, 1145, 1004]
directory-entry: — Fritz, Zollaufs., Roonstr. 40, ☒ 30 bbox=[162, 989, 348, 1004]
first-entry-word: Gerike bbox=[450, 128, 538, 156]
directory-entry: — Aug., Kaufm., Brandsende 13, ☒ 1 bbox=[162, 1567, 352, 1581]
directory-entry: — A., Schiffsoffiz., Grädenerstr. 24, ☒ 31 bbox=[811, 775, 1021, 789]
directory-entry: — J. R. W., Steuerm., Seewartenstr. 4, ☒ 9 bbox=[1152, 230, 1366, 245]
directory-entry: — Wilh., Schauerm., Weidenallee 30, H. 2 bbox=[1152, 857, 1364, 872]
directory-entry: Gerlach, A., Arbtr., Grossneumarkt 28, ☒ 3 bbox=[811, 725, 1027, 740]
directory-entry: — Wwe., W., Eppendorferweg 19, H 1 bbox=[474, 1402, 667, 1416]
directory-entry: — Robert, Susannenstr. 14, H. B, ☒ 6 bbox=[474, 1336, 664, 1350]
directory-entry: — P., Ahrensburgerstr. 63, ☒ 22 bbox=[474, 1319, 635, 1334]
directory-entry: — A. W. J., Vollziehungsbeamter, Hinschenfelderstr. 5, ☒ 23 bbox=[811, 874, 1115, 888]
directory-entry: — Albert, Kutscher, Alsterdorferstr. 56, Hths., ☒ 19 bbox=[162, 1517, 421, 1532]
directory-entry: — Ad., Werkmstr., Stillhornerdamm 13 bbox=[162, 197, 358, 212]
directory-entry: Gerlitzki, Julius, Arbtr., Lindleystr. 94 bbox=[1152, 1633, 1341, 1647]
directory-entry: — Gerlach, G., Direktor u. alleiniger Inhaber des Einjährigen-Instituts „Klosterburg“, Glockengiesserwall 1, ☒ 1 bbox=[811, 1369, 1145, 1400]
directory-entry: — Theod., Eilbecktal 16, ☒ 23 bbox=[1152, 709, 1307, 723]
directory-entry: Gerike siehe auch Gehricke u. Gericke bbox=[162, 181, 354, 195]
directory-entry: Gerke siehe auch Geerke, Gehrcke, Gehrke, Gercke und Goerke bbox=[162, 610, 467, 641]
directory-entry: — Wilh., Schlosser, Bachstr. 68c, H. 6 bbox=[474, 1451, 665, 1466]
directory-entry: — Ludwig, Klempner, Fuhlsb., Alsterkrugchaussee 625 bbox=[162, 412, 439, 426]
directory-entry: — Carl, Maurer, Wandsbeckerchaussee 238, H. 4, ☒ 23 bbox=[474, 197, 752, 212]
directory-entry: — Joh., Arbtr., Hirtenstr. 58, ☒ 26 bbox=[162, 280, 334, 294]
directory-entry: — Wwe., H., Eimsbüttelerstr. 53, ☒ 5 bbox=[811, 1567, 1001, 1581]
directory-entry: ⊙ Joh. Gerkens Nachf., IR, Tapeten-Handlung, BCto: St. P. Creditb., ☏ I, 2579, Reeperbahn 145, ☒ 4, Inh: Wilh. v. Eitzen. Siehe Abschn. III unter: Tapeten u. Borden en gros und en detail bbox=[811, 313, 1145, 360]
directory-entry: — Wwe., F. C. M., ☏ IV, 9448, Wandsbeckerchaussee 172, ☒ 23 bbox=[811, 1303, 1141, 1317]
directory-entry: — Wwe., Aug., Fuhlsbüttelerstr. 126, ☒ 28 bbox=[474, 1583, 690, 1598]
directory-entry: — W., Wärter, Gluckstr. 48, ☒ 22 bbox=[474, 1385, 643, 1400]
directory-entry: — Emil, Polizeibeamter, Rossberg 16, H. A bbox=[474, 329, 691, 344]
directory-entry: — Ed., Ewerführer, Böckmannstr. 20/21, H. 1, ☒ 5 bbox=[1152, 907, 1407, 921]
directory-entry: — Fr., Schreiber, Lutterothstr. 52, ☒ 31 bbox=[811, 1253, 1009, 1268]
directory-entry: — A., Arbtr., Borstelmannsweg 58, H. 1 bbox=[162, 659, 362, 674]
directory-entry: — J. C., Privatier, Wielandstr. 25, ☒ 23 bbox=[162, 1253, 359, 1268]
directory-entry: — O., Bureaugehilfe, Krüsistr. 5, ☒ 33 bbox=[1152, 527, 1347, 542]
directory-entry: — P., Schiffskapitän, Wielandstr. 25, ☒ 23 bbox=[162, 1336, 375, 1350]
pointing-hand-right-icon: ☛ bbox=[288, 2064, 311, 2092]
directory-entry: — Wwe., M., Brothdlg., Landwehr 67, ☒ 23 bbox=[1152, 989, 1375, 1004]
directory-entry: — Chr., Zimmerm., Hellkamp 58 H. A bbox=[162, 824, 355, 839]
directory-entry: — Wilh., Bankbeamter, Ausschl. Billdeich 61, ☒ 27 bbox=[474, 1468, 734, 1482]
directory-entry: — Wilh., Arbtr., Steinsweg 109, ☒ 27 bbox=[1152, 841, 1342, 855]
directory-entry: — Paul, Milchhdlg., Rentzelstr. 50, ☒ 13 bbox=[811, 445, 1017, 459]
directory-entry: — Otto, Arbtr., Schanzenstr. 33, H. 2, ☒ 6 bbox=[1152, 577, 1363, 591]
directory-entry: — H., Tischler, Wendenstr. 389, ☒ 35 bbox=[474, 676, 663, 690]
directory-entry: — L., Arbtr., Alsterdorferstr. 13, H. 1, ☒ 39 bbox=[474, 1237, 692, 1251]
directory-entry: — J., Briefträger, Sorbenstr. 5, ☒ 35 bbox=[811, 247, 993, 261]
